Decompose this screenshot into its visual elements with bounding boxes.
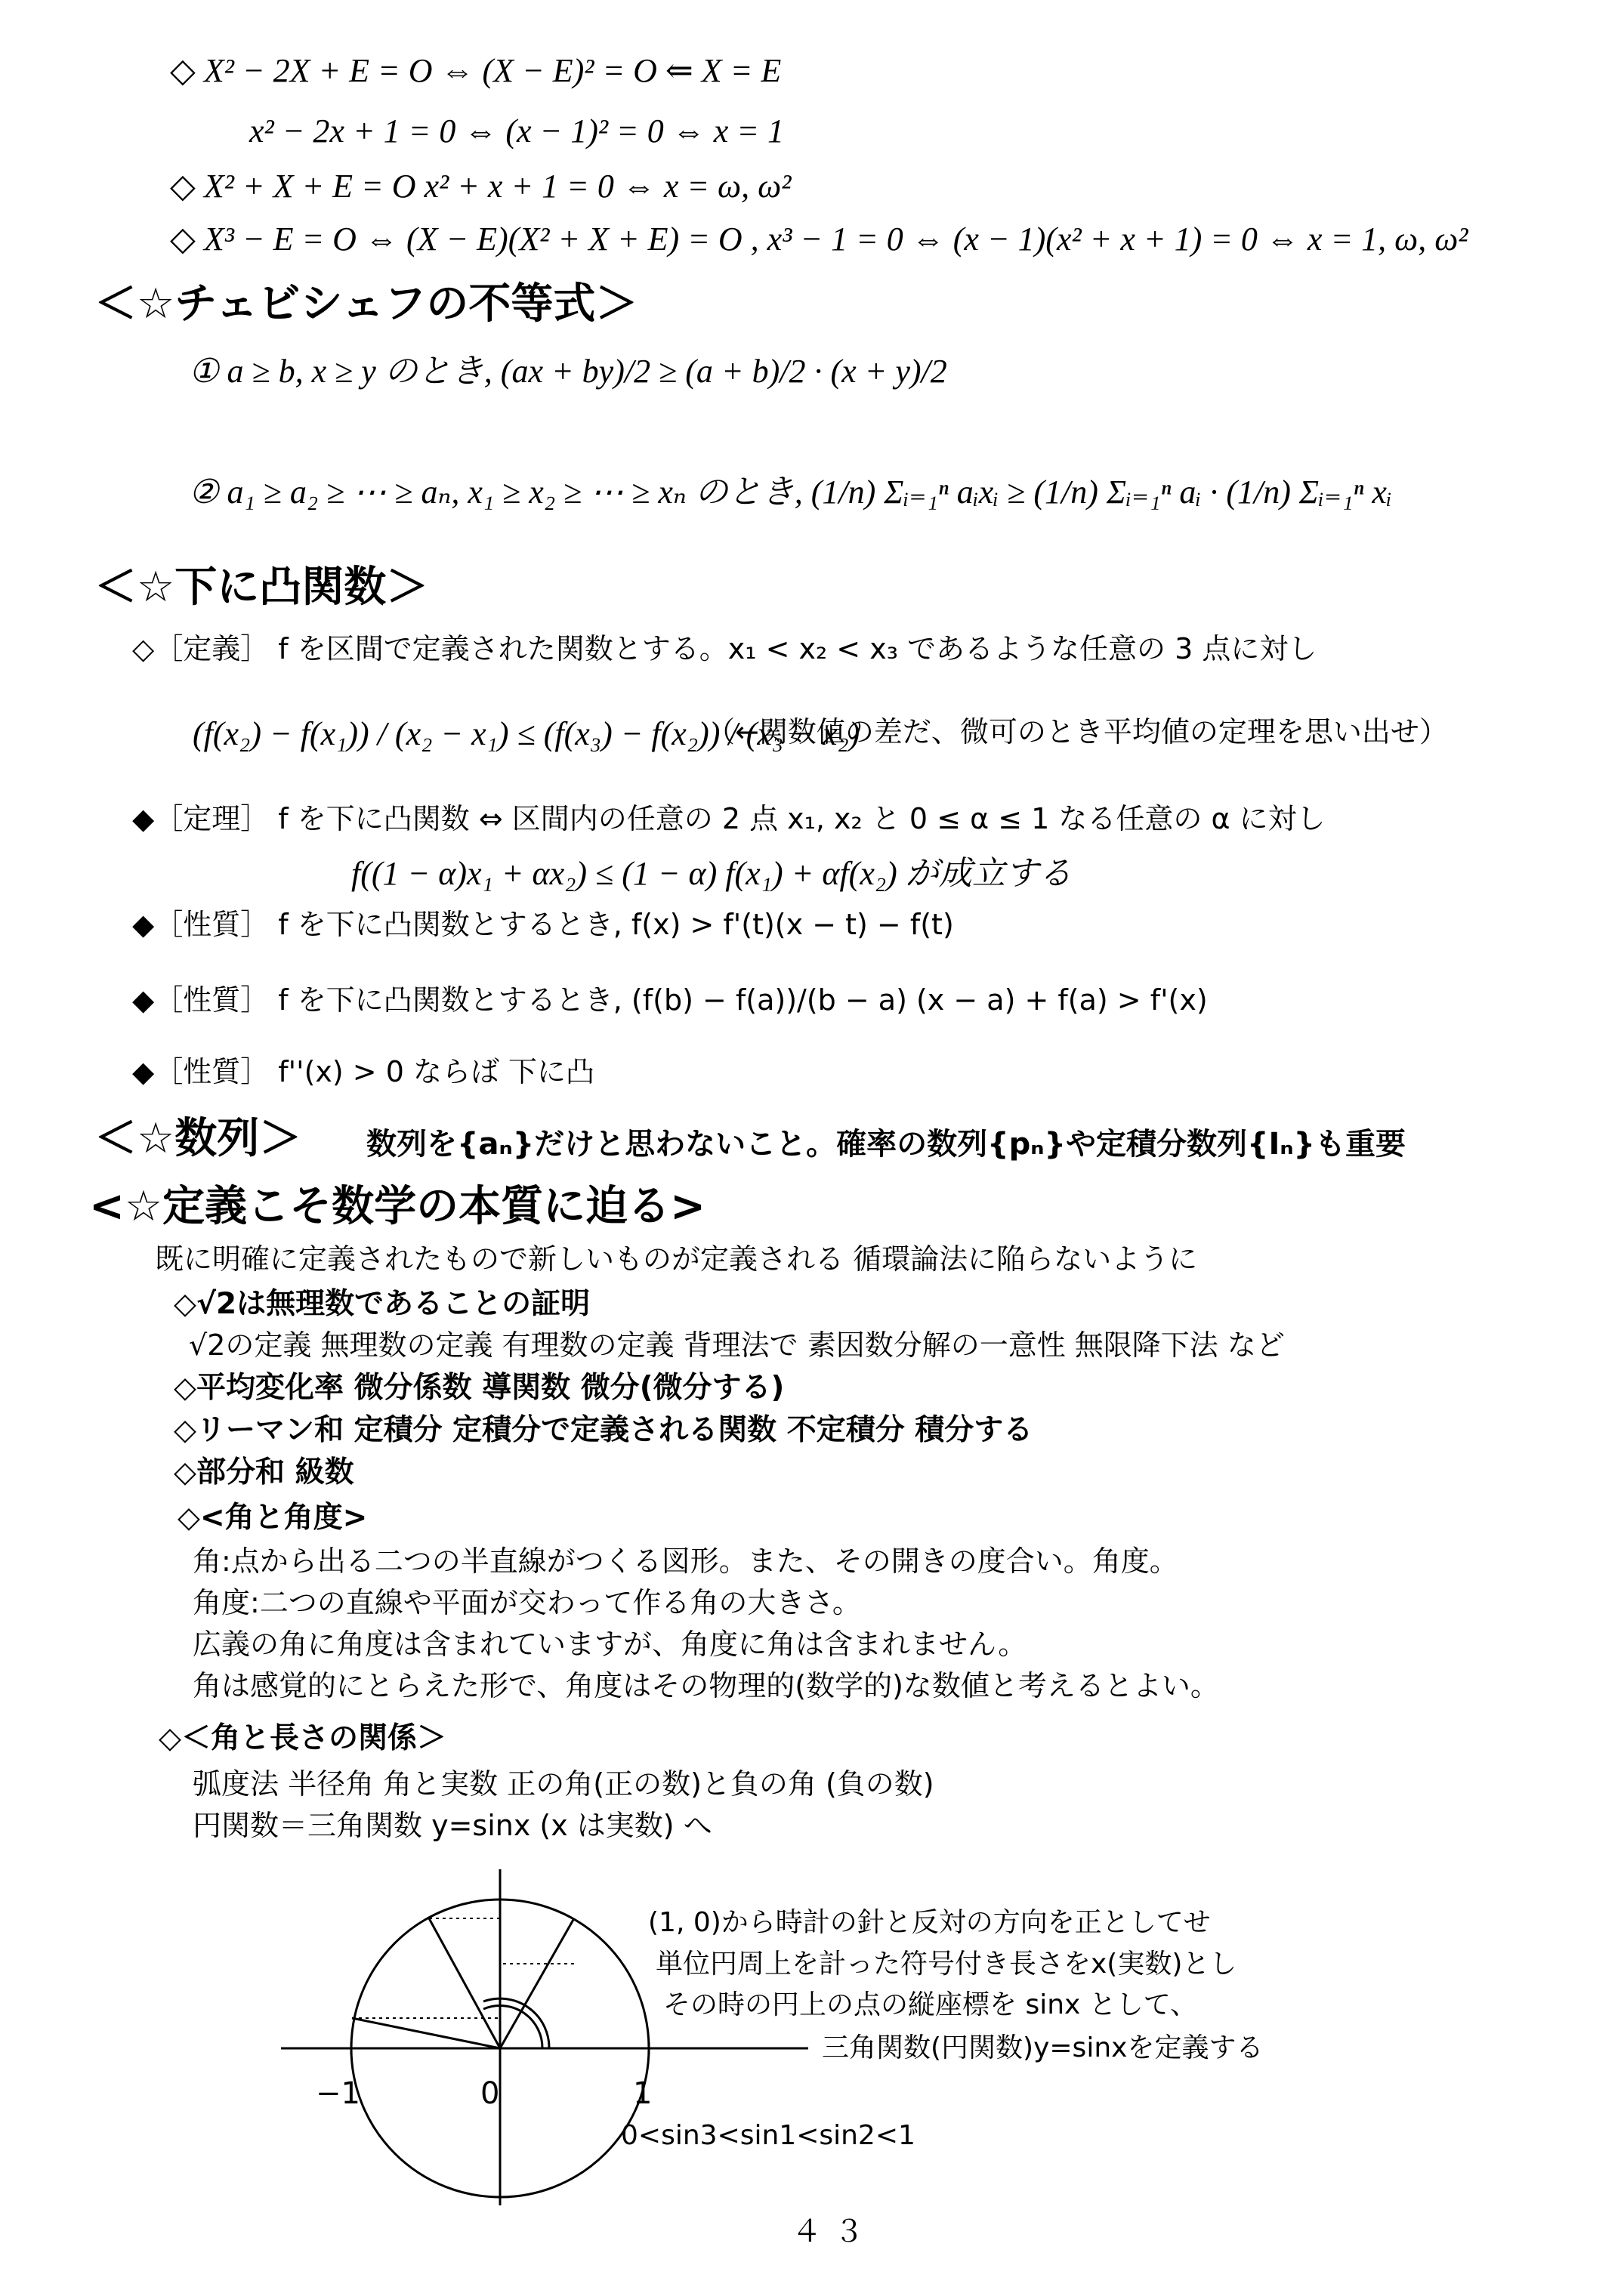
page-number: ４３ <box>792 2214 876 2249</box>
figure-note-2: 単位円周上を計った符号付き長さをx(実数)とし <box>656 1949 1237 1980</box>
convex-property-2: ◆［性質］ f を下に凸関数とするとき, (f(b) − f(a))/(b − a) (x − a) + f(a) > f'(x) <box>132 983 1208 1017</box>
angle-text-3: 広義の角に角度は含まれていますが、角度に角は含まれません。 <box>193 1628 1027 1661</box>
sequence-text: 数列を{aₙ}だけと思わないこと。確率の数列{pₙ}や定積分数列{Iₙ}も重要 <box>366 1127 1406 1162</box>
series-line: ◇部分和 級数 <box>174 1455 354 1489</box>
chebyshev-item-2: ② a₁ ≥ a₂ ≥ ⋯ ≥ aₙ, x₁ ≥ x₂ ≥ ⋯ ≥ xₙ のとき, (1/n) Σᵢ₌₁ⁿ aᵢxᵢ ≥ (1/n) Σᵢ₌₁ⁿ aᵢ · (1/n) Σᵢ₌₁ⁿ xᵢ <box>189 474 1392 511</box>
angle-text-2: 角度:二つの直線や平面が交わって作る角の大きさ。 <box>193 1586 861 1619</box>
angle-text-1: 角:点から出る二つの半直線がつくる図形。また、その開きの度合い。角度。 <box>193 1545 1178 1578</box>
angle-length-text-2: 円関数＝三角関数 y=sinx (x は実数) へ <box>193 1809 712 1842</box>
convex-definition-formula: (f(x₂) − f(x₁)) / (x₂ − x₁) ≤ (f(x₃) − f(x₂)) / (x₃ − x₂) <box>193 715 860 752</box>
label-one: 1 <box>633 2076 653 2111</box>
figure-note-3: その時の円上の点の縦座標を sinx として、 <box>663 1989 1198 2020</box>
chebyshev-heading: ＜☆チェビシェフの不等式＞ <box>94 279 638 329</box>
convex-theorem: ◆［定理］ f を下に凸関数 ⇔ 区間内の任意の 2 点 x₁, x₂ と 0 ≤ α ≤ 1 なる任意の α に対し <box>132 802 1326 835</box>
angle-title: ◇<角と角度> <box>178 1501 368 1535</box>
definition-intro: 既に明確に定義されたもので新しいものが定義される 循環論法に陥らないように <box>155 1242 1198 1276</box>
convex-definition-note: （←関数値の差だ、微可のとき平均値の定理を思い出せ） <box>706 715 1448 748</box>
convex-theorem-formula: f((1 − α)x₁ + αx₂) ≤ (1 − α) f(x₁) + αf(x₂) が成立する <box>351 855 1072 892</box>
chebyshev-item-1: ① a ≥ b, x ≥ y のとき, (ax + by)/2 ≥ (a + b)/2 · (x + y)/2 <box>189 353 947 390</box>
convex-definition: ◇［定義］ f を区間で定義された関数とする。x₁ < x₂ < x₃ であるような任意の 3 点に対し <box>132 632 1317 665</box>
formula-line-3: ◇ X² + X + E = O x² + x + 1 = 0 ⇔ x = ω, ω² <box>170 168 792 205</box>
convex-heading: ＜☆下に凸関数＞ <box>94 563 429 612</box>
label-zero: 0 <box>480 2076 500 2111</box>
integration-line: ◇リーマン和 定積分 定積分で定義される関数 不定積分 積分する <box>174 1413 1033 1447</box>
figure-note-4: 三角関数(円関数)y=sinxを定義する <box>822 2032 1264 2063</box>
angle-length-title: ◇＜角と長さの関係＞ <box>159 1721 446 1755</box>
figure-note-1: (1, 0)から時計の針と反対の方向を正としてせ <box>648 1907 1211 1938</box>
formula-line-4: ◇ X³ − E = O ⇔ (X − E)(X² + X + E) = O , x³ − 1 = 0 ⇔ (x − 1)(x² + x + 1) = 0 ⇔ x = 1, ω, ω² <box>170 221 1468 258</box>
sin-inequality: 0<sin3<sin1<sin2<1 <box>621 2120 915 2151</box>
formula-line-2: x² − 2x + 1 = 0 ⇔ (x − 1)² = 0 ⇔ x = 1 <box>249 113 784 150</box>
radius-sin3 <box>352 2018 500 2048</box>
sequence-heading: ＜☆数列＞ <box>94 1114 302 1163</box>
sqrt2-proof-title: ◇√2は無理数であることの証明 <box>174 1287 591 1321</box>
angle-text-4: 角は感覚的にとらえた形で、角度はその物理的(数学的)な数値と考えるとよい。 <box>193 1669 1219 1702</box>
label-minus-one: −1 <box>316 2076 360 2111</box>
sqrt2-proof-text: √2の定義 無理数の定義 有理数の定義 背理法で 素因数分解の一意性 無限降下法 など <box>189 1329 1285 1362</box>
convex-property-3: ◆［性質］ f''(x) > 0 ならば 下に凸 <box>132 1055 595 1088</box>
radius-sin1 <box>429 1918 500 2048</box>
formula-line-1: ◇ X² − 2X + E = O ⇔ (X − E)² = O ⇐ X = E <box>170 52 782 89</box>
angle-length-text-1: 弧度法 半径角 角と実数 正の角(正の数)と負の角 (負の数) <box>193 1767 934 1801</box>
definition-heading: <☆定義こそ数学の本質に迫る> <box>89 1182 706 1231</box>
convex-property-1: ◆［性質］ f を下に凸関数とするとき, f(x) > f'(t)(x − t) − f(t) <box>132 908 954 941</box>
differentiation-line: ◇平均変化率 微分係数 導関数 微分(微分する) <box>174 1371 785 1405</box>
